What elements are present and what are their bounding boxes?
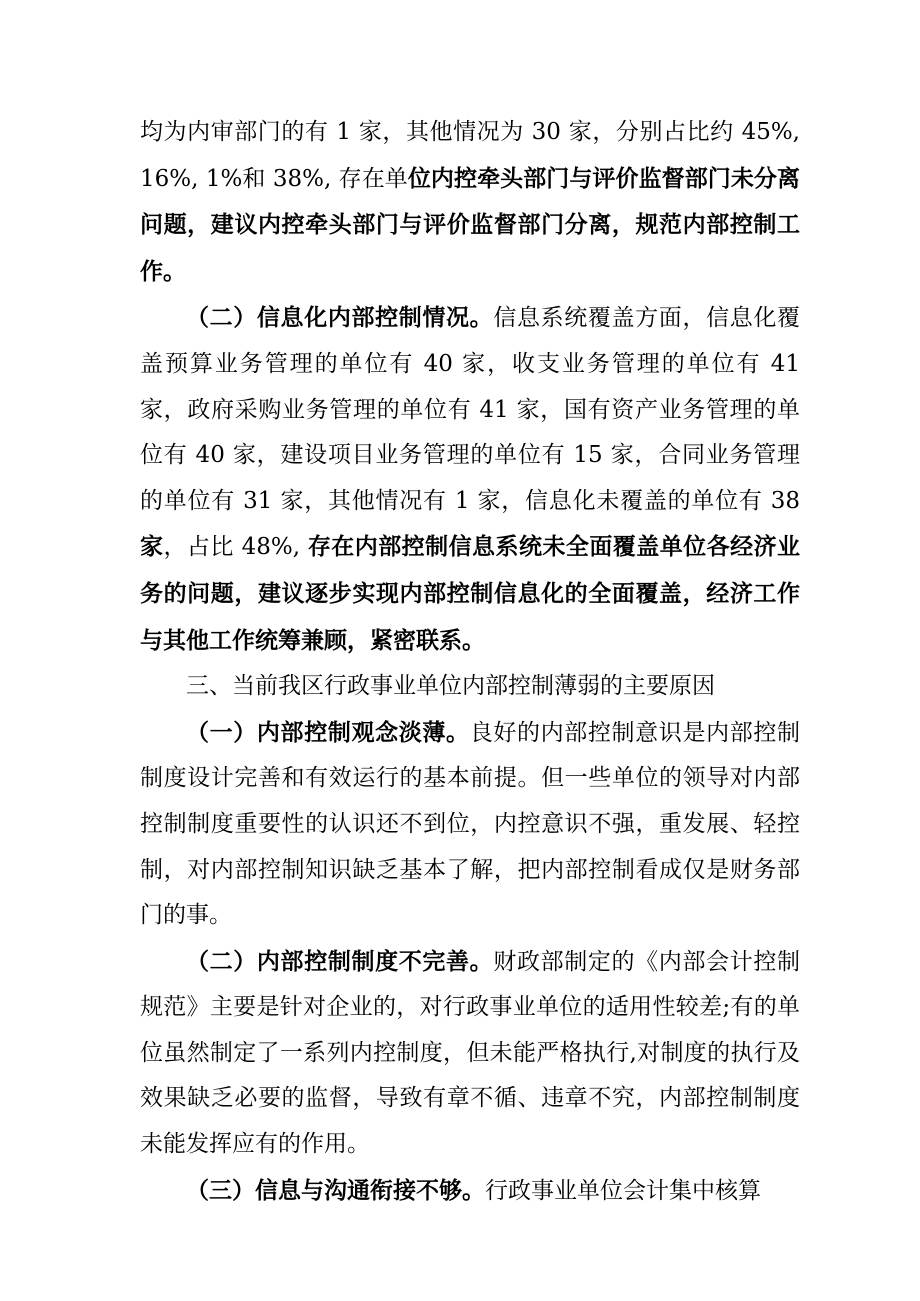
section-heading: 三、当前我区行政事业单位内部控制薄弱的主要原因 [186, 673, 715, 700]
paragraph-communication [140, 1168, 800, 1215]
paragraph-text: ，占比 48%, [163, 534, 308, 561]
paragraph-bold-text: 位内控牵头部门与评价监督部门未分离问题，建议内控牵头部门与评价监督部门分离，规范内部控制工作。 [140, 164, 800, 285]
paragraph-text: 财政部制定的《内部会计控制规范》主要是针对企业的，对行政事业单位的适用性较差;有的单位虽然制定了一系列内控制度，但未能严格执行,对制度的执行及效果缺乏必要的监督，导致有章不循、违章不究，内部控制制度未能发挥应有的作用。 [140, 948, 801, 1158]
paragraph-informatization [140, 295, 800, 664]
paragraph-text: 行政事业单位会计集中核算 [485, 1177, 761, 1204]
paragraph-awareness [140, 710, 800, 939]
paragraph-bold-text: 家 [140, 533, 164, 561]
paragraph-text: 均为内审部门的有 1 家，其他情况为 30 家，分别占比约 45%, 16%, 1%和 38%, 存在单 [140, 119, 800, 192]
section-subtitle: （三）信息与沟通衔接不够。 [186, 1176, 485, 1204]
paragraph-bold-text: 存在内部控制信息系统未全面覆盖单位各经济业务的问题，建议逐步实现内部控制信息化的全面覆盖，经济工作与其他工作统筹兼顾，紧密联系。 [140, 533, 801, 654]
paragraph-text: 信息系统覆盖方面，信息化覆盖预算业务管理的单位有 40 家，收支业务管理的单位有 41 家，政府采购业务管理的单位有 41 家，国有资产业务管理的单位有 40 家，建设项目业务管理的单位有 15 家，合同业务管理的单位有 31 家，其他情况有 1 家，信息化未覆盖的单位有 38 [140, 305, 801, 514]
section-subtitle: （一）内部控制观念淡薄。 [186, 718, 470, 746]
paragraph-continued [140, 110, 800, 295]
section-subtitle: （二）信息化内部控制情况。 [186, 304, 494, 332]
paragraph-system [140, 939, 800, 1168]
document-body [140, 110, 800, 1214]
section-subtitle: （二）内部控制制度不完善。 [186, 947, 494, 975]
paragraph-text: 良好的内部控制意识是内部控制制度设计完善和有效运行的基本前提。但一些单位的领导对内部控制制度重要性的认识还不到位，内控意识不强，重发展、轻控制，对内部控制知识缺乏基本了解，把内部控制看成仅是财务部门的事。 [140, 719, 801, 929]
